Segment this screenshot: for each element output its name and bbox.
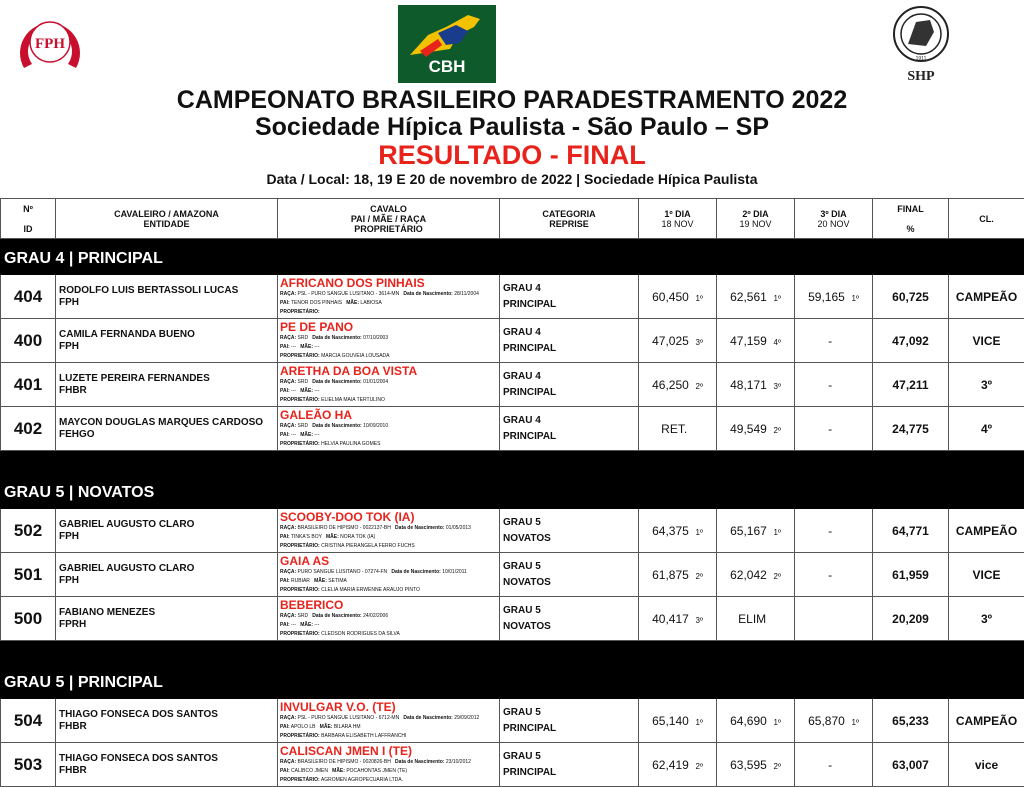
day1-score: 61,875 2º <box>639 553 717 597</box>
header-day2: 2º DIA 19 NOV <box>717 199 795 239</box>
horse-cell <box>278 407 500 451</box>
final-score: 64,771 <box>873 509 949 553</box>
horse-breed-line: RAÇA: BRASILEIRO DE HIPISMO - 0022137-BH Data de Nascimento: 01/05/2013 <box>280 524 499 533</box>
horse-owner-line: PROPRIETÁRIO: MARCIA GOUVEIA LOUSADA <box>280 352 499 361</box>
rider-name: GABRIEL AUGUSTO CLARO <box>59 519 194 530</box>
rider-name: MAYCON DOUGLAS MARQUES CARDOSO <box>59 417 263 428</box>
category-cell: GRAU 5 PRINCIPAL <box>500 743 639 787</box>
day1-score: 65,140 1º <box>639 699 717 743</box>
final-score: 61,959 <box>873 553 949 597</box>
result-row <box>1 743 1024 787</box>
classification: 4º <box>949 407 1024 451</box>
shp-logo <box>886 4 956 86</box>
classification: CAMPEÃO <box>949 275 1024 319</box>
header-final: FINAL % <box>873 199 949 239</box>
day2-score: 64,690 1º <box>717 699 795 743</box>
cbh-logo <box>398 5 496 83</box>
horse-breed-line: RAÇA: PSL - PURO SANGUE LUSITANO - 6712-MN Data de Nascimento: 29/09/2012 <box>280 714 499 723</box>
horse-owner-line: PROPRIETÁRIO: CRISTINA PIERANGELA FERRO FUCHS <box>280 542 499 551</box>
horse-breed-line: RAÇA: SRD Data de Nascimento: 24/02/2006 <box>280 612 499 621</box>
competitor-id: 401 <box>1 363 56 407</box>
day1-score: 40,417 3º <box>639 597 717 641</box>
classification: VICE <box>949 319 1024 363</box>
category-cell: GRAU 5 NOVATOS <box>500 597 639 641</box>
final-score: 20,209 <box>873 597 949 641</box>
day1-score: 62,419 2º <box>639 743 717 787</box>
horse-parents-line: PAI: RUBIAR MÃE: SETIMA <box>280 577 499 586</box>
section-separator <box>1 451 1024 473</box>
rider-cell <box>56 597 278 641</box>
day2-score: 65,167 1º <box>717 509 795 553</box>
horse-cell <box>278 743 500 787</box>
category-cell: GRAU 4 PRINCIPAL <box>500 407 639 451</box>
horse-owner-line: PROPRIETÁRIO: BARBARA ELISABETH LAFFRANCHI <box>280 732 499 741</box>
horse-cell <box>278 275 500 319</box>
rider-entity: FHBR <box>59 721 87 732</box>
final-score: 47,211 <box>873 363 949 407</box>
day2-score: 48,171 3º <box>717 363 795 407</box>
horse-cell <box>278 553 500 597</box>
result-row <box>1 509 1024 553</box>
day1-score: 60,450 1º <box>639 275 717 319</box>
fph-logo <box>14 8 86 76</box>
rider-cell <box>56 553 278 597</box>
horse-owner-line: PROPRIETÁRIO: ELIELMA MAIA TERTULINO <box>280 396 499 405</box>
horse-owner-line: PROPRIETÁRIO: CLELIA MARIA ERWENNE ARAUJO PINTO <box>280 586 499 595</box>
rider-entity: FEHGO <box>59 429 95 440</box>
rider-entity: FPH <box>59 297 79 308</box>
horse-name: SCOOBY-DOO TOK (IA) <box>280 510 499 524</box>
horse-breed-line: RAÇA: SRD Data de Nascimento: 07/10/2003 <box>280 334 499 343</box>
horse-parents-line: PAI: APOLO LB MÃE: BILARA HM <box>280 723 499 732</box>
section-header <box>1 473 1024 509</box>
day2-score: 47,159 4º <box>717 319 795 363</box>
header-day3: 3º DIA 20 NOV <box>795 199 873 239</box>
classification: CAMPEÃO <box>949 509 1024 553</box>
day3-score: 65,870 1º <box>795 699 873 743</box>
horse-breed-line: RAÇA: PSL - PURO SANGUE LUSITANO - 3614-MN Data de Nascimento: 28/11/2004 <box>280 290 499 299</box>
header-class: CL. <box>949 199 1024 239</box>
competitor-id: 402 <box>1 407 56 451</box>
category-cell: GRAU 5 PRINCIPAL <box>500 699 639 743</box>
horse-parents-line: PAI: --- MÃE: --- <box>280 621 499 630</box>
category-cell: GRAU 4 PRINCIPAL <box>500 319 639 363</box>
horse-parents-line: PAI: CALIBCO JMEN MÃE: POCAHONTAS JMEN (TE) <box>280 767 499 776</box>
section-title: GRAU 5 | NOVATOS <box>1 473 1024 509</box>
final-score: 24,775 <box>873 407 949 451</box>
section-title: GRAU 5 | PRINCIPAL <box>1 663 1024 699</box>
competitor-id: 501 <box>1 553 56 597</box>
competitor-id: 400 <box>1 319 56 363</box>
competitor-id: 500 <box>1 597 56 641</box>
horse-parents-line: PAI: --- MÃE: --- <box>280 343 499 352</box>
day1-score: 46,250 2º <box>639 363 717 407</box>
section-header <box>1 663 1024 699</box>
day1-score: RET. <box>639 407 717 451</box>
rider-entity: FHBR <box>59 765 87 776</box>
rider-entity: FPH <box>59 341 79 352</box>
day3-score: - <box>795 743 873 787</box>
classification: vice <box>949 743 1024 787</box>
final-score: 65,233 <box>873 699 949 743</box>
header-category: CATEGORIA REPRISE <box>500 199 639 239</box>
classification: 3º <box>949 597 1024 641</box>
title-venue: Sociedade Hípica Paulista - São Paulo – SP <box>0 114 1024 141</box>
competitor-id: 502 <box>1 509 56 553</box>
horse-name: GAIA AS <box>280 554 499 568</box>
horse-breed-line: RAÇA: PURO SANGUE LUSITANO - 07274-FN Data de Nascimento: 10/01/2011 <box>280 568 499 577</box>
horse-breed-line: RAÇA: SRD Data de Nascimento: 01/01/2004 <box>280 378 499 387</box>
classification: 3º <box>949 363 1024 407</box>
result-row <box>1 319 1024 363</box>
day1-score: 64,375 1º <box>639 509 717 553</box>
document-header <box>0 87 1024 188</box>
category-cell: GRAU 5 NOVATOS <box>500 553 639 597</box>
rider-name: THIAGO FONSECA DOS SANTOS <box>59 753 218 764</box>
horse-owner-line: PROPRIETÁRIO: <box>280 308 499 317</box>
category-cell: GRAU 5 NOVATOS <box>500 509 639 553</box>
horse-parents-line: PAI: TENOR DOS PINHAIS MÃE: LABIOSA <box>280 299 499 308</box>
classification: CAMPEÃO <box>949 699 1024 743</box>
horse-breed-line: RAÇA: BRASILEIRO DE HIPISMO - 0020826-BH Data de Nascimento: 23/10/2012 <box>280 758 499 767</box>
rider-entity: FHBR <box>59 385 87 396</box>
title-championship: CAMPEONATO BRASILEIRO PARADESTRAMENTO 2022 <box>0 87 1024 114</box>
rider-entity: FPH <box>59 575 79 586</box>
header-horse: CAVALO PAI / MÃE / RAÇA PROPRIETÁRIO <box>278 199 500 239</box>
final-score: 47,092 <box>873 319 949 363</box>
horse-name: INVULGAR V.O. (TE) <box>280 700 499 714</box>
shp-logo-text: SHP <box>907 69 935 84</box>
rider-cell <box>56 319 278 363</box>
day3-score: - <box>795 553 873 597</box>
rider-cell <box>56 743 278 787</box>
day2-score: 62,561 1º <box>717 275 795 319</box>
rider-name: GABRIEL AUGUSTO CLARO <box>59 563 194 574</box>
horse-owner-line: PROPRIETÁRIO: AGROMEN AGROPECUARIA LTDA. <box>280 776 499 785</box>
rider-name: LUZETE PEREIRA FERNANDES <box>59 373 210 384</box>
logos-bar <box>0 0 1024 88</box>
rider-name: RODOLFO LUIS BERTASSOLI LUCAS <box>59 285 238 296</box>
day3-score: - <box>795 363 873 407</box>
day3-score: - <box>795 509 873 553</box>
horse-name: ARETHA DA BOA VISTA <box>280 364 499 378</box>
horse-name: CALISCAN JMEN I (TE) <box>280 744 499 758</box>
result-row <box>1 597 1024 641</box>
competitor-id: 503 <box>1 743 56 787</box>
horse-owner-line: PROPRIETÁRIO: HELVIA PAULINA GOMES <box>280 440 499 449</box>
horse-name: AFRICANO DOS PINHAIS <box>280 276 499 290</box>
result-row <box>1 699 1024 743</box>
day2-score: 63,595 2º <box>717 743 795 787</box>
rider-entity: FPRH <box>59 619 86 630</box>
rider-cell <box>56 363 278 407</box>
day3-score: - <box>795 319 873 363</box>
day2-score: 49,549 2º <box>717 407 795 451</box>
final-score: 60,725 <box>873 275 949 319</box>
title-result: RESULTADO - FINAL <box>0 141 1024 169</box>
rider-name: THIAGO FONSECA DOS SANTOS <box>59 709 218 720</box>
fph-logo-text: FPH <box>35 36 65 52</box>
horse-parents-line: PAI: --- MÃE: --- <box>280 387 499 396</box>
result-row <box>1 553 1024 597</box>
result-row <box>1 363 1024 407</box>
rider-name: CAMILA FERNANDA BUENO <box>59 329 195 340</box>
category-cell: GRAU 4 PRINCIPAL <box>500 275 639 319</box>
header-rider: CAVALEIRO / AMAZONA ENTIDADE <box>56 199 278 239</box>
shp-year: 1911 <box>916 56 927 62</box>
horse-cell <box>278 699 500 743</box>
cbh-logo-text: CBH <box>398 57 496 77</box>
horse-head-icon <box>398 5 496 61</box>
day3-score: 59,165 1º <box>795 275 873 319</box>
table-header <box>1 199 1024 239</box>
final-score: 63,007 <box>873 743 949 787</box>
horse-breed-line: RAÇA: SRD Data de Nascimento: 10/09/2010 <box>280 422 499 431</box>
rider-cell <box>56 275 278 319</box>
classification: VICE <box>949 553 1024 597</box>
results-table <box>0 198 1024 787</box>
horse-name: BEBERICO <box>280 598 499 612</box>
day3-score: - <box>795 407 873 451</box>
header-id: Nº ID <box>1 199 56 239</box>
rider-cell <box>56 407 278 451</box>
rider-cell <box>56 509 278 553</box>
horse-cell <box>278 597 500 641</box>
category-cell: GRAU 4 PRINCIPAL <box>500 363 639 407</box>
section-header <box>1 239 1024 275</box>
competitor-id: 404 <box>1 275 56 319</box>
section-separator <box>1 641 1024 663</box>
result-row <box>1 275 1024 319</box>
result-row <box>1 407 1024 451</box>
competitor-id: 504 <box>1 699 56 743</box>
rider-name: FABIANO MENEZES <box>59 607 155 618</box>
horse-owner-line: PROPRIETÁRIO: CLEDSON RODRIGUES DA SILVA <box>280 630 499 639</box>
rider-cell <box>56 699 278 743</box>
horse-parents-line: PAI: TINKA'S BOY MÃE: NORA TOK (IA) <box>280 533 499 542</box>
day3-score <box>795 597 873 641</box>
title-date-location: Data / Local: 18, 19 E 20 de novembro de 2022 | Sociedade Hípica Paulista <box>0 170 1024 188</box>
section-title: GRAU 4 | PRINCIPAL <box>1 239 1024 275</box>
header-day1: 1º DIA 18 NOV <box>639 199 717 239</box>
day2-score: ELIM <box>717 597 795 641</box>
horse-cell <box>278 363 500 407</box>
horse-cell <box>278 319 500 363</box>
day1-score: 47,025 3º <box>639 319 717 363</box>
rider-entity: FPH <box>59 531 79 542</box>
day2-score: 62,042 2º <box>717 553 795 597</box>
horse-name: GALEÃO HA <box>280 408 499 422</box>
horse-parents-line: PAI: --- MÃE: --- <box>280 431 499 440</box>
horse-name: PE DE PANO <box>280 320 499 334</box>
horse-cell <box>278 509 500 553</box>
